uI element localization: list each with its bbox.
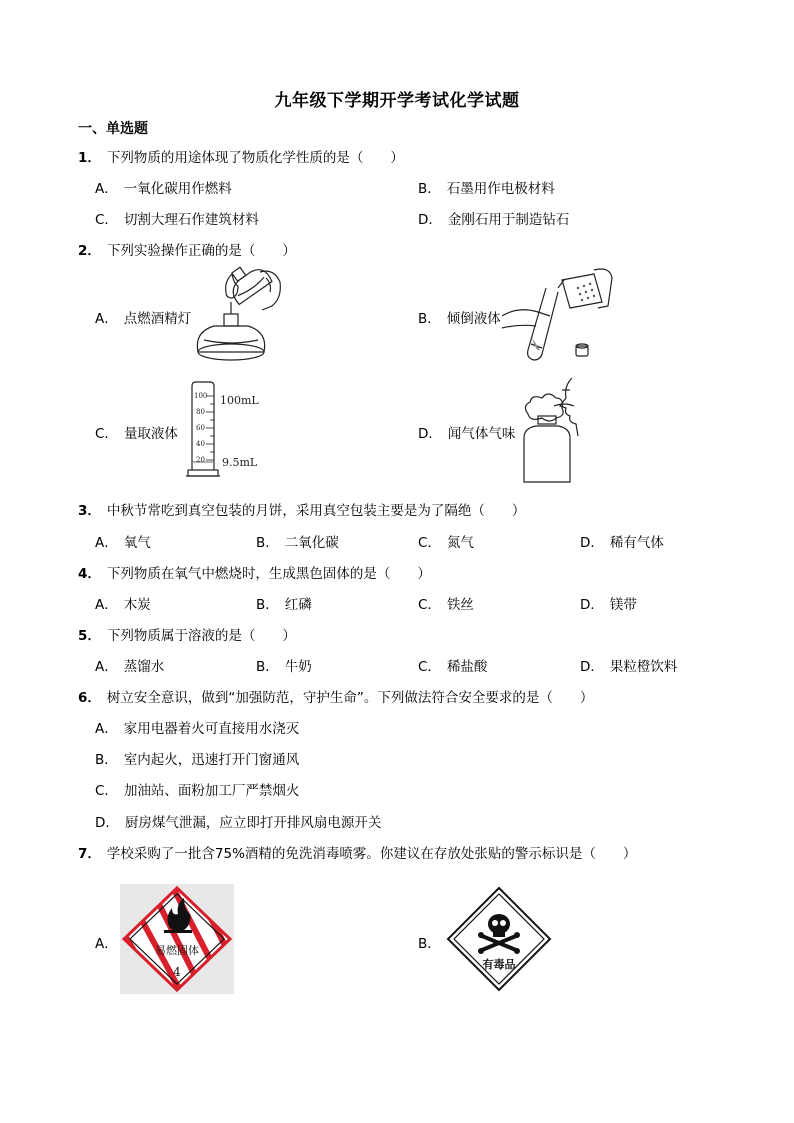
- option-1d: D． 金刚石用于制造钻石: [418, 212, 570, 228]
- tick-label-100: 100: [194, 392, 208, 400]
- question-number: 3．: [78, 503, 101, 519]
- option-2c: C． 量取液体: [95, 426, 178, 442]
- question-7: [78, 842, 636, 862]
- option-4c: C． 铁丝: [418, 597, 474, 613]
- question-4: [78, 562, 431, 582]
- cylinder-reading-label: 9.5mL: [222, 456, 258, 469]
- option-5d: D． 果粒橙饮料: [580, 659, 678, 675]
- option-5b: B． 牛奶: [256, 659, 312, 675]
- tick-label-40: 40: [196, 440, 205, 448]
- question-stem: 学校采购了一批含75%酒精的免洗消毒喷雾。你建议在存放处张贴的警示标识是（ ）: [106, 846, 637, 862]
- option-3b: B． 二氧化碳: [256, 535, 339, 551]
- tick-label-20: 20: [196, 456, 205, 464]
- question-5: [78, 624, 296, 644]
- option-2b: B． 倾倒液体: [418, 311, 501, 327]
- question-stem: 中秋节常吃到真空包装的月饼，采用真空包装主要是为了隔绝（ ）: [106, 503, 526, 519]
- option-2a: A． 点燃酒精灯: [95, 311, 192, 327]
- alcohol-lamp-figure: [188, 262, 284, 366]
- question-number: 5．: [78, 628, 101, 644]
- option-3d: D． 稀有气体: [580, 535, 664, 551]
- option-7b: B．: [418, 936, 441, 952]
- question-2: [78, 239, 296, 259]
- question-stem: 下列实验操作正确的是（ ）: [106, 243, 296, 259]
- option-1a: A． 一氧化碳用作燃料: [95, 181, 232, 197]
- option-5c: C． 稀盐酸: [418, 659, 488, 675]
- question-3: [78, 499, 525, 519]
- sign-a-label: 易燃固体: [155, 944, 199, 957]
- option-5a: A． 蒸馏水: [95, 659, 165, 675]
- question-stem: 下列物质的用途体现了物质化学性质的是（ ）: [106, 150, 404, 166]
- flammable-solid-sign: [120, 884, 234, 994]
- pouring-liquid-figure: [498, 266, 614, 366]
- question-stem: 下列物质在氧气中燃烧时，生成黑色固体的是（ ）: [106, 566, 431, 582]
- question-6: [78, 686, 593, 706]
- cylinder-volume-label: 100mL: [220, 394, 259, 407]
- question-stem: 下列物质属于溶液的是（ ）: [106, 628, 296, 644]
- measuring-cylinder-figure: [180, 378, 270, 480]
- option-3c: C． 氮气: [418, 535, 474, 551]
- tick-label-60: 60: [196, 424, 205, 432]
- option-4a: A． 木炭: [95, 597, 151, 613]
- option-7a: A．: [95, 936, 118, 952]
- smelling-gas-figure: [514, 376, 596, 486]
- option-6d: D． 厨房煤气泄漏，应立即打开排风扇电源开关: [95, 815, 382, 831]
- question-number: 1．: [78, 150, 101, 166]
- question-number: 7．: [78, 846, 101, 862]
- option-4b: B． 红磷: [256, 597, 312, 613]
- option-6c: C． 加油站、面粉加工厂严禁烟火: [95, 783, 300, 799]
- sign-b-label: 有毒品: [482, 958, 516, 971]
- section-heading: 一、单选题: [78, 121, 148, 137]
- option-1b: B． 石墨用作电极材料: [418, 181, 555, 197]
- question-number: 4．: [78, 566, 101, 582]
- question-number: 2．: [78, 243, 101, 259]
- toxic-sign: [446, 886, 552, 992]
- question-number: 6．: [78, 690, 101, 706]
- option-6b: B． 室内起火，迅速打开门窗通风: [95, 752, 300, 768]
- option-3a: A． 氧气: [95, 535, 151, 551]
- tick-label-80: 80: [196, 408, 205, 416]
- option-2d: D． 闻气体气味: [418, 426, 516, 442]
- question-stem: 树立安全意识，做到“加强防范，守护生命”。下列做法符合安全要求的是（ ）: [106, 690, 594, 706]
- option-1c: C． 切割大理石作建筑材料: [95, 212, 259, 228]
- sign-a-class: 4: [173, 965, 181, 979]
- option-4d: D． 镁带: [580, 597, 637, 613]
- option-6a: A． 家用电器着火可直接用水浇灭: [95, 721, 300, 737]
- page-title: 九年级下学期开学考试化学试题: [274, 91, 520, 111]
- question-1: [78, 146, 404, 166]
